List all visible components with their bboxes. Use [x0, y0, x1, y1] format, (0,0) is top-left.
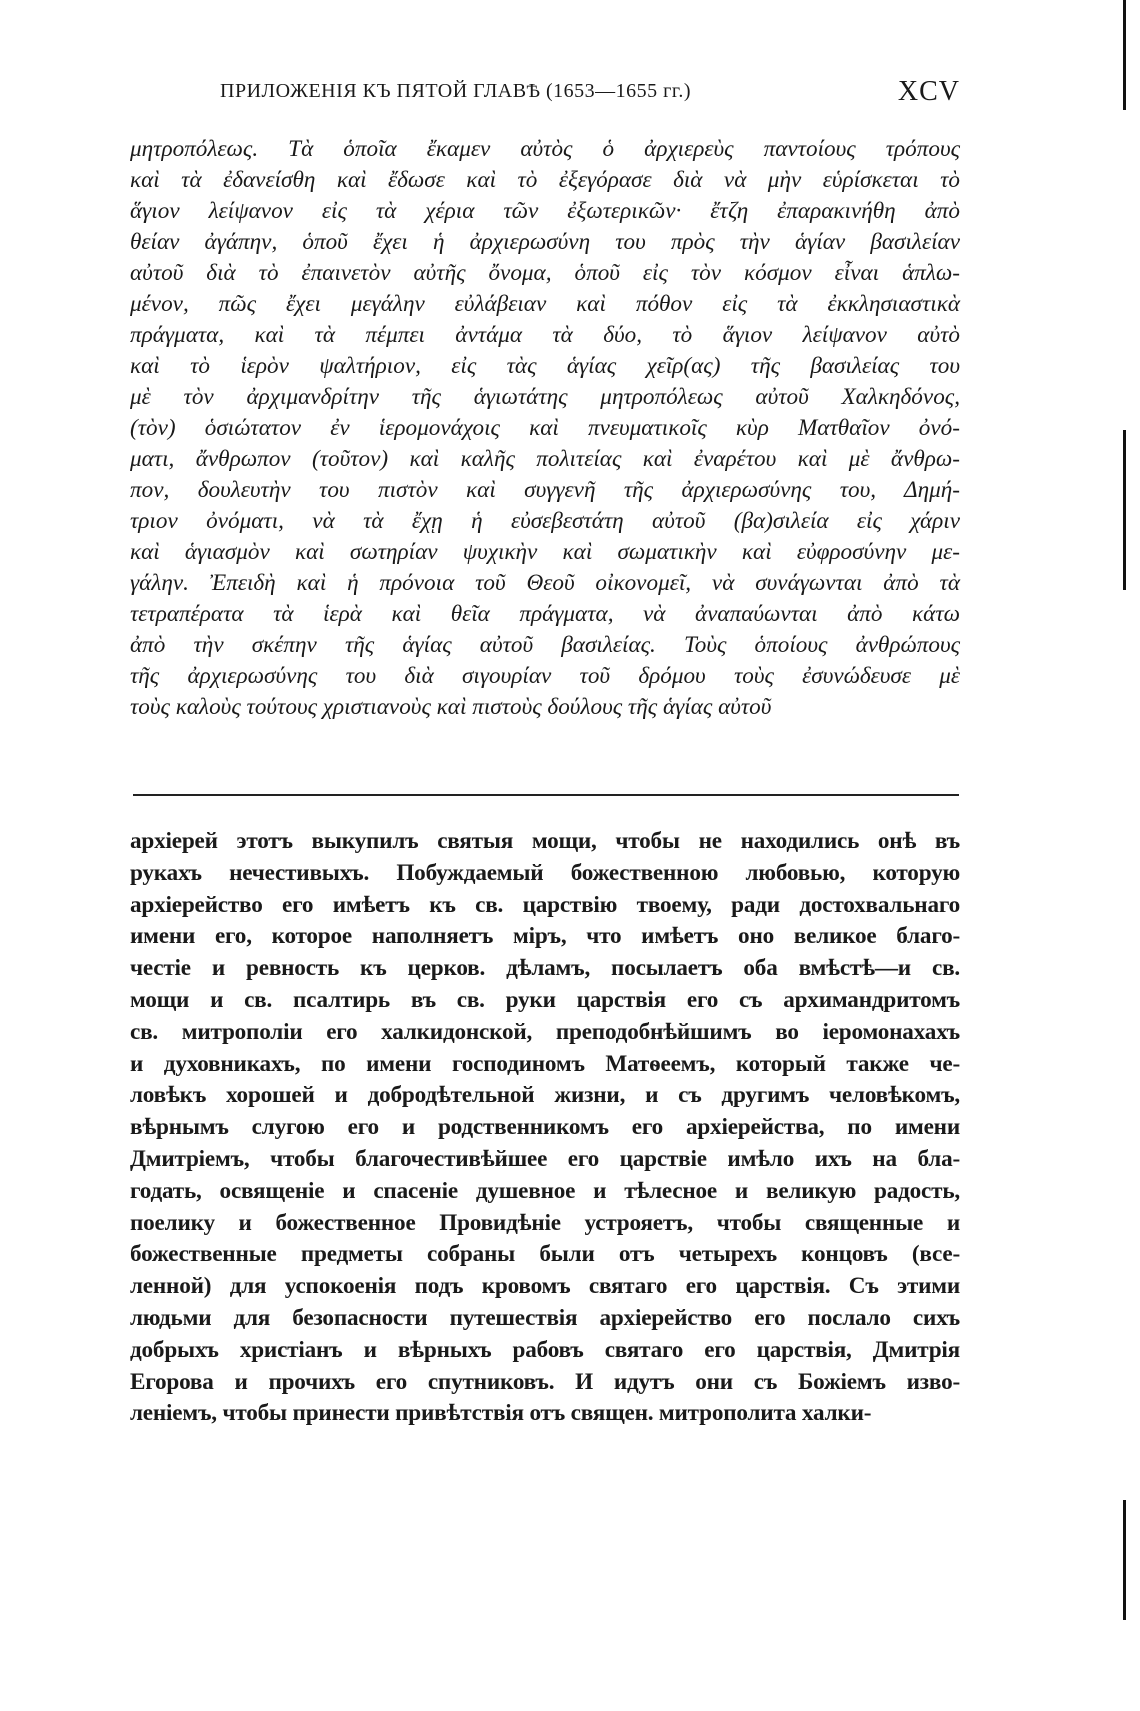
greek-line: πράγματα, καὶ τὰ πέμπει ἀντάμα τὰ δύο, τὸ ἅγιον λείψανον αὐτὸ: [130, 322, 960, 348]
greek-line: καὶ τὸ ἱερὸν ψαλτήριον, εἰς τὰς ἁγίας χεῖρ(ας) τῆς βασιλείας του: [130, 353, 960, 379]
greek-line: (τὸν) ὁσιώτατον ἐν ἱερομονάχοις καὶ πνευματικοῖς κὺρ Ματθαῖον ὀνό-: [130, 415, 960, 441]
running-head-title: ПРИЛОЖЕНІЯ КЪ ПЯТОЙ ГЛАВѢ (1653—1655 гг.): [220, 80, 691, 102]
greek-line: τετραπέρατα τὰ ἱερὰ καὶ θεῖα πράγματα, νὰ ἀναπαύωνται ἀπὸ κάτω: [130, 601, 960, 627]
scan-edge-mark: [1123, 430, 1126, 590]
russian-line: рукахъ нечестивыхъ. Побуждаемый божественною любовью, которую: [130, 859, 960, 886]
running-head: [130, 72, 960, 112]
russian-line: Дмитріемъ, чтобы благочестивѣйшее его царствіе имѣло ихъ на бла-: [130, 1145, 960, 1172]
russian-line: св. митрополіи его халкидонской, преподобнѣйшимъ во іеромонахахъ: [130, 1018, 960, 1045]
greek-line: θείαν ἀγάπην, ὁποῦ ἔχει ἡ ἀρχιερωσύνη του πρὸς τὴν ἁγίαν βασιλείαν: [130, 229, 960, 255]
divider-rule: [133, 794, 959, 796]
russian-line: поелику и божественное Провидѣніе устрояетъ, чтобы священные и: [130, 1209, 960, 1236]
russian-line: честіе и ревность къ церков. дѣламъ, посылаетъ оба вмѣстѣ—и св.: [130, 955, 960, 982]
greek-line: τοὺς καλοὺς τούτους χριστιανοὺς καὶ πιστοὺς δούλους τῆς ἁγίας αὐτοῦ: [130, 694, 772, 720]
scan-edge-mark: [1123, 1500, 1126, 1620]
greek-line: αὐτοῦ διὰ τὸ ἐπαινετὸν αὐτῆς ὄνομα, ὁποῦ εἰς τὸν κόσμον εἶναι ἁπλω-: [130, 260, 960, 286]
scan-edge-mark: [1123, 0, 1126, 110]
greek-line: καὶ τὰ ἐδανείσθη καὶ ἔδωσε καὶ τὸ ἐξεγόρασε διὰ νὰ μὴν εὑρίσκεται τὸ: [130, 167, 960, 193]
russian-line: вѣрнымъ слугою его и родственникомъ его архіерейства, по имени: [130, 1114, 960, 1141]
russian-text-block: [130, 826, 960, 1430]
russian-line: и духовникахъ, по имени господиномъ Матѳеемъ, который также че-: [130, 1050, 960, 1077]
greek-line: μὲ τὸν ἀρχιμανδρίτην τῆς ἁγιωτάτης μητροπόλεως αὐτοῦ Χαλκηδόνος,: [130, 384, 960, 410]
greek-line: ἅγιον λείψανον εἰς τὰ χέρια τῶν ἐξωτερικῶν· ἔτζη ἐπαρακινήθη ἀπὸ: [130, 198, 960, 224]
greek-line: πον, δουλευτὴν του πιστὸν καὶ συγγενῆ τῆς ἀρχιερωσύνης του, Δημή-: [130, 477, 960, 503]
russian-line: Егорова и прочихъ его спутниковъ. И идутъ они съ Божіемъ изво-: [130, 1368, 960, 1395]
greek-line: ματι, ἄνθρωπον (τοῦτον) καὶ καλῆς πολιτείας καὶ ἐναρέτου καὶ μὲ ἄνθρω-: [130, 446, 960, 472]
russian-line: людьми для безопасности путешествія архіерейство его послало сихъ: [130, 1304, 960, 1331]
russian-line: ловѣкъ хорошей и добродѣтельной жизни, и съ другимъ человѣкомъ,: [130, 1082, 960, 1109]
page-number: XCV: [897, 76, 960, 107]
greek-line: καὶ ἁγιασμὸν καὶ σωτηρίαν ψυχικὴν καὶ σωματικὴν καὶ εὐφροσύνην με-: [130, 539, 960, 565]
russian-line: архіерейство его имѣетъ къ св. царствію твоему, ради достохвальнаго: [130, 891, 960, 918]
greek-line: τριον ὀνόματι, νὰ τὰ ἔχῃ ἡ εὐσεβεστάτη αὐτοῦ (βα)σιλεία εἰς χάριν: [130, 508, 960, 534]
greek-line: τῆς ἀρχιερωσύνης του διὰ σιγουρίαν τοῦ δρόμου τοὺς ἐσυνώδευσε μὲ: [130, 663, 960, 689]
russian-line: ленной) для успокоенія подъ кровомъ святаго его царствія. Съ этими: [130, 1273, 960, 1300]
russian-line: имени его, которое наполняетъ міръ, что имѣетъ оно великое благо-: [130, 923, 960, 950]
greek-line: μένον, πῶς ἔχει μεγάλην εὐλάβειαν καὶ πόθον εἰς τὰ ἐκκλησιαστικὰ: [130, 291, 960, 317]
russian-line: архіерей этотъ выкупилъ святыя мощи, чтобы не находились онѣ въ: [130, 828, 960, 854]
greek-line: μητροπόλεως. Τὰ ὁποῖα ἔκαμεν αὐτὸς ὁ ἀρχιερεὺς παντοίους τρόπους: [130, 136, 960, 162]
russian-line: леніемъ, чтобы принести привѣтствія отъ священ. митрополита халки-: [130, 1400, 872, 1427]
russian-line: годать, освященіе и спасеніе душевное и тѣлесное и великую радость,: [130, 1177, 960, 1204]
greek-line: γάλην. Ἐπειδὴ καὶ ἡ πρόνοια τοῦ Θεοῦ οἰκονομεῖ, νὰ συνάγωνται ἀπὸ τὰ: [130, 570, 960, 596]
greek-line: ἀπὸ τὴν σκέπην τῆς ἁγίας αὐτοῦ βασιλείας. Τοὺς ὁποίους ἀνθρώπους: [130, 632, 960, 658]
russian-line: добрыхъ христіанъ и вѣрныхъ рабовъ святаго его царствія, Дмитрія: [130, 1336, 960, 1363]
russian-line: мощи и св. псалтирь въ св. руки царствія его съ архимандритомъ: [130, 986, 960, 1013]
greek-text-block: [130, 134, 960, 723]
russian-line: божественные предметы собраны были отъ четырехъ концовъ (все-: [130, 1241, 960, 1268]
